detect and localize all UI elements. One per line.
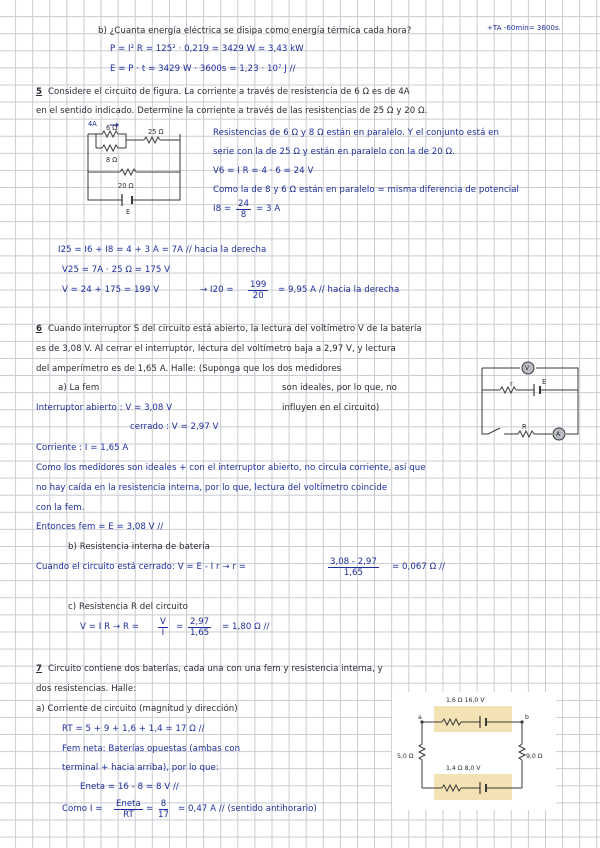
c-denominator-2: 1,65	[190, 628, 210, 638]
i20-numerator: 199	[250, 280, 267, 290]
problem-7-a-label: a) Corriente de circuito (magnitud y dirección)	[36, 704, 238, 714]
b-denominator: 1,65	[343, 568, 363, 578]
problem-5-i25: I25 = I6 + I8 = 4 + 3 A = 7A // hacia la derecha	[58, 245, 267, 255]
fig7-top-label: 1,6 Ω 16,0 V	[446, 697, 485, 704]
c-numerator-2: 2,97	[190, 617, 210, 627]
problem-6-result-a: Entonces fem = E = 3,08 V //	[36, 522, 164, 532]
fig7-bottom-label: 1,4 Ω 8,0 V	[446, 765, 481, 772]
fig7-node-b: b	[525, 714, 529, 721]
problem-6-statement-1: Cuando interruptor S del circuito está abierto, la lectura del voltímetro V de la batería	[48, 324, 422, 334]
fig6-r-label: R	[522, 423, 527, 431]
problem-6-c-fraction-2	[188, 617, 211, 638]
problem-7-i-fraction-1	[114, 799, 143, 820]
problem-6-b-lhs: Cuando el circuito está cerrado: V = E - I r → r =	[36, 562, 247, 572]
problem-5-circuit-diagram	[80, 118, 190, 218]
problem-6-explanation-3: con la fem.	[36, 503, 85, 513]
problem-6-b-fraction	[328, 557, 379, 578]
c-numerator-1: V	[160, 617, 166, 627]
fig7-node-a: a	[418, 714, 422, 721]
problem-5-v25: V25 = 7A · 25 Ω = 175 V	[62, 265, 171, 275]
fig5-emf-label: E	[126, 208, 131, 216]
fig5-r3-label: 25 Ω	[148, 128, 164, 136]
problem-7-statement-2: dos resistencias. Halle:	[36, 684, 137, 694]
problem-5-explanation-2: serie con la de 25 Ω y están en paralelo con la de 20 Ω.	[213, 147, 455, 157]
problem-6-open: Interruptor abierto : V = 3,08 V	[36, 403, 173, 413]
problem-5-v-total: V = 24 + 175 = 199 V	[62, 285, 160, 295]
problem-6-explanation-1: Como los medidores son ideales + con el interruptor abierto, no circula corriente, así que	[36, 463, 426, 473]
problem-6-b-rhs: = 0,067 Ω //	[392, 562, 445, 572]
b-energy-question: b) ¿Cuanta energía eléctrica se disipa como energía térmica cada hora?	[98, 26, 412, 36]
fig5-r2-label: 8 Ω	[106, 156, 118, 164]
fig7-right-label: 9,0 Ω	[526, 753, 543, 760]
problem-6-c-rhs: = 1,80 Ω //	[222, 622, 270, 632]
problem-5-number: 5	[36, 87, 43, 97]
problem-7-circuit-diagram	[392, 692, 556, 810]
problem-5-explanation-3: Como la de 8 y 6 Ω están en paralelo = misma diferencia de potencial	[213, 185, 519, 195]
fig5-r4-label: 20 Ω	[118, 182, 134, 190]
fig5-current-label: 4A	[88, 120, 97, 128]
problem-6-c-mid: =	[176, 622, 184, 632]
fig6-r-internal-label: r	[510, 380, 513, 388]
problem-5-v6: V6 = I R = 4 · 6 = 24 V	[213, 166, 314, 176]
problem-7-rt: RT = 5 + 9 + 1,6 + 1,4 = 17 Ω //	[62, 724, 205, 734]
i-denominator-2: 17	[158, 810, 169, 820]
problem-7-i-lhs: Como I =	[62, 804, 103, 814]
i8-numerator: 24	[238, 199, 249, 209]
problem-7-fem-note-2: terminal + hacia arriba), por lo que:	[62, 763, 219, 773]
i-numerator-2: 8	[160, 799, 167, 809]
problem-7-statement-1: Circuito contiene dos baterías, cada una con una fem y resistencia interna, y	[48, 664, 383, 674]
problem-7-number: 7	[36, 664, 43, 674]
problem-7-i-fraction-2	[158, 799, 169, 820]
problem-6-b-label: b) Resistencia interna de batería	[68, 542, 210, 552]
problem-6-closed: cerrado : V = 2,97 V	[130, 422, 219, 432]
b-energy-energy: E = P · t = 3429 W · 3600s = 1,23 · 10⁷ J //	[110, 64, 296, 74]
i-numerator-1: Eneta	[116, 799, 141, 809]
problem-6-statement-2: es de 3,08 V. Al cerrar el interruptor, lectura del voltímetro baja a 2,97 V, y lectura	[36, 344, 396, 354]
problem-6-statement-3: del amperímetro es de 1,65 A. Halle: (Suponga que los dos medidores	[36, 364, 342, 374]
problem-7-i-eq: =	[146, 804, 154, 814]
problem-5-explanation-1: Resistencias de 6 Ω y 8 Ω están en paralelo. Y el conjunto está en	[213, 128, 500, 138]
problem-6-explanation-2: no hay caída en la resistencia interna, por lo que, lectura del voltímetro coincide	[36, 483, 388, 493]
problem-6-c-fraction-1	[158, 617, 168, 638]
b-energy-power: P = I² R = 125² · 0,219 = 3429 W = 3,43 kW	[110, 44, 304, 54]
b-numerator: 3,08 - 2,97	[330, 557, 377, 567]
problem-5-i20-lhs: → I20 =	[200, 285, 234, 295]
problem-5-i20-rhs: = 9,95 A // hacia la derecha	[278, 285, 400, 295]
fig6-voltmeter-label: V	[525, 365, 530, 372]
problem-6-number: 6	[36, 324, 43, 334]
problem-7-fem-note-1: Fem neta: Baterías opuestas (ambas con	[62, 744, 241, 754]
problem-5-i8-lhs: I8 =	[213, 204, 232, 214]
fig6-ammeter-label: A	[556, 431, 561, 438]
c-denominator-1: I	[161, 628, 165, 638]
problem-5-i8-fraction	[236, 199, 251, 220]
problem-5-i20-fraction	[248, 280, 268, 301]
i20-denominator: 20	[252, 291, 264, 301]
fig6-emf-label: E	[542, 378, 547, 386]
problem-6-statement-5: influyen en el circuito)	[282, 403, 380, 413]
fig7-left-label: 5,0 Ω	[397, 753, 414, 760]
problem-7-i-rhs: = 0,47 A // (sentido antihorario)	[178, 804, 317, 814]
problem-6-c-lhs: V = I R → R =	[80, 622, 139, 632]
i-denominator-1: RT	[123, 810, 134, 820]
problem-6-a-label: a) La fem	[58, 383, 100, 393]
i8-denominator: 8	[240, 210, 247, 220]
fig5-r1-label: 6 Ω	[106, 124, 118, 132]
problem-6-current: Corriente : I = 1,65 A	[36, 443, 129, 453]
problem-7-eneta: Eneta = 16 - 8 = 8 V //	[80, 782, 179, 792]
problem-5-statement-2: en el sentido indicado. Determine la corriente a través de las resistencias de 25 Ω y 20 Ω.	[36, 106, 428, 116]
problem-6-statement-4: son ideales, por lo que, no	[282, 383, 397, 393]
problem-5-i8-rhs: = 3 A	[256, 204, 281, 214]
problem-5-statement-1: Considere el circuito de figura. La corriente a través de resistencia de 6 Ω es de 4A	[48, 87, 410, 97]
header-note: +TA -60min= 3600s.	[487, 24, 561, 32]
problem-6-c-label: c) Resistencia R del circuito	[68, 602, 188, 612]
